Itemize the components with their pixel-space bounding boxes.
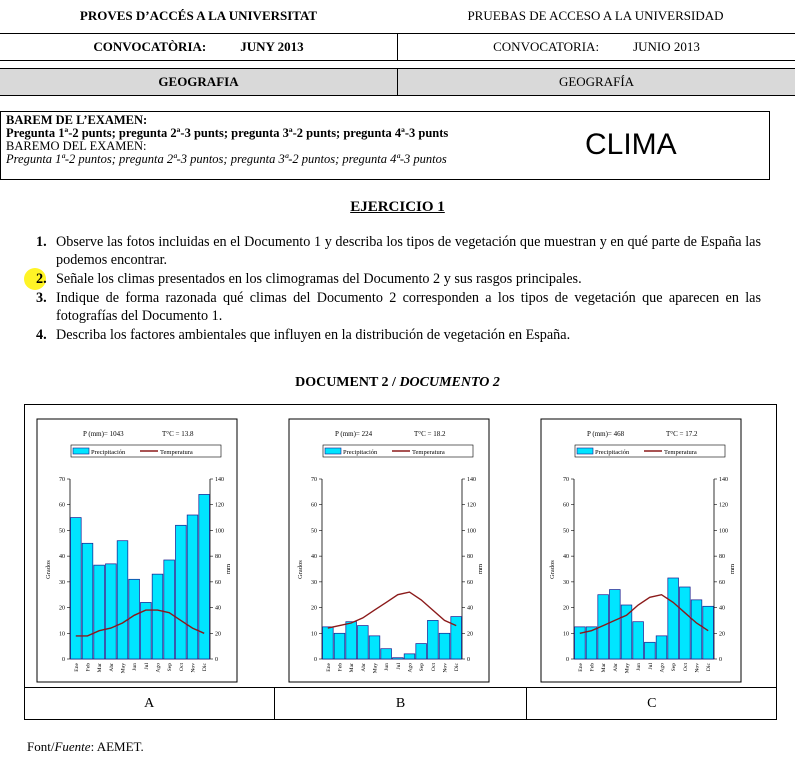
precip-bar [428, 620, 439, 659]
precip-bar [369, 636, 380, 659]
left-tick-label: 20 [59, 605, 65, 612]
precip-bar [610, 590, 621, 659]
left-tick-label: 60 [311, 502, 317, 509]
right-tick-label: 120 [467, 502, 476, 509]
left-tick-label: 60 [563, 502, 569, 509]
month-label: Oct [430, 663, 437, 672]
right-tick-label: 60 [215, 579, 221, 586]
left-tick-label: 20 [311, 605, 317, 612]
month-label: May [120, 663, 127, 674]
header-right-title: PRUEBAS DE ACCESO A LA UNIVERSIDAD [467, 8, 724, 23]
precip-bar [117, 541, 128, 659]
right-tick-label: 140 [719, 477, 728, 483]
precip-bar [187, 515, 198, 659]
right-tick-label: 140 [467, 477, 476, 483]
document-title-ca: DOCUMENT 2 / [295, 375, 400, 390]
precip-bar [668, 578, 679, 659]
precip-bar [176, 525, 187, 659]
month-label: Ago [407, 663, 414, 673]
right-tick-label: 0 [215, 657, 218, 663]
stat-temp: T°C = 17.2 [666, 430, 698, 438]
stat-temp: T°C = 18.2 [414, 430, 446, 438]
left-tick-label: 0 [566, 657, 569, 663]
left-tick-label: 30 [563, 579, 569, 586]
month-label: Jun [636, 663, 643, 671]
right-tick-label: 140 [215, 477, 224, 483]
legend-label-temp: Temperatura [664, 449, 697, 456]
climograph-c [541, 419, 741, 682]
document-title-es: DOCUMENTO 2 [399, 375, 500, 390]
right-tick-label: 80 [719, 554, 725, 561]
precip-bar [439, 633, 450, 659]
conv-left-value: JUNY 2013 [240, 39, 304, 54]
month-label: Oct [178, 663, 185, 672]
right-tick-label: 0 [719, 657, 722, 663]
precip-bar [82, 543, 93, 659]
precip-bar [346, 622, 357, 659]
month-label: Jul [395, 663, 402, 670]
legend-swatch-precip [73, 448, 89, 454]
right-tick-label: 40 [467, 605, 473, 612]
caption-c: C [526, 688, 777, 720]
precip-bar [633, 622, 644, 659]
month-label: Ago [155, 663, 162, 673]
stat-temp: T°C = 13.8 [162, 430, 194, 438]
source-label-es: Fuente [54, 739, 91, 754]
precip-bar [703, 606, 714, 659]
right-tick-label: 60 [719, 579, 725, 586]
month-label: Ene [325, 663, 332, 672]
month-label: Mar [349, 663, 356, 673]
month-label: Feb [589, 663, 596, 672]
month-label: Abr [108, 663, 115, 672]
legend-label-precip: Precipitación [91, 449, 126, 456]
right-tick-label: 80 [467, 554, 473, 561]
precip-bar [71, 518, 82, 659]
month-label: Jul [647, 663, 654, 670]
question-text: Describa los factores ambientales que influyen en la distribución de vegetación en España. [56, 327, 571, 343]
left-tick-label: 50 [59, 528, 65, 535]
left-tick-label: 0 [314, 657, 317, 663]
conv-right-value: JUNIO 2013 [633, 39, 700, 54]
precip-bar [358, 626, 369, 659]
exercise-title: EJERCICIO 1 [350, 199, 445, 215]
barem-line-ca: Pregunta 1ª-2 punts; pregunta 2ª-3 punts; pregunta 3ª-2 punts; pregunta 4ª-3 punts [6, 126, 449, 140]
precip-bar [656, 636, 667, 659]
month-label: Nov [694, 663, 701, 673]
month-label: Jul [143, 663, 150, 670]
month-label: Dic [202, 663, 209, 672]
legend-swatch-precip [577, 448, 593, 454]
barem-title-es: BAREMO DEL EXAMEN: [6, 139, 147, 153]
month-label: Mar [601, 663, 608, 673]
left-tick-label: 40 [59, 554, 65, 561]
stat-precip: P (mm)= 224 [335, 430, 373, 438]
stat-precip: P (mm)= 1043 [83, 430, 124, 438]
month-label: Jun [132, 663, 139, 671]
source-label: Font/ [27, 739, 55, 754]
precip-bar [393, 658, 404, 659]
precip-bar [334, 633, 345, 659]
precip-bar [621, 605, 632, 659]
legend-label-temp: Temperatura [412, 449, 445, 456]
climograph-b [289, 419, 489, 682]
month-label: Mar [97, 663, 104, 673]
barem-line-es: Pregunta 1ª-2 puntos; pregunta 2ª-3 puntos; pregunta 3ª-2 puntos; pregunta 4ª-3 puntos [6, 152, 447, 166]
precip-bar [451, 617, 462, 659]
header-left-title: PROVES D’ACCÉS A LA UNIVERSITAT [79, 8, 318, 23]
right-tick-label: 20 [215, 631, 221, 638]
precip-bar [575, 627, 586, 659]
y-axis-label-left: Grados [45, 560, 52, 579]
y-axis-label-left: Grados [297, 560, 304, 579]
left-tick-label: 70 [563, 477, 569, 483]
barem-title-ca: BAREM DE L’EXAMEN: [6, 113, 148, 127]
right-tick-label: 120 [719, 502, 728, 509]
left-tick-label: 60 [59, 502, 65, 509]
month-label: Oct [682, 663, 689, 672]
left-tick-label: 30 [59, 579, 65, 586]
question-number: 2. [36, 271, 47, 287]
question-text: Señale los climas presentados en los climogramas del Documento 2 y sus rasgos principales. [56, 271, 582, 287]
precip-bar [141, 602, 152, 659]
right-tick-label: 120 [215, 502, 224, 509]
caption-b: B [274, 688, 525, 720]
legend-label-temp: Temperatura [160, 449, 193, 456]
precip-bar [323, 627, 334, 659]
y-axis-label-right: mm [225, 563, 232, 574]
question-text: Indique de forma razonada qué climas del Documento 2 corresponden a los tipos de vegetación que aparecen en las fotografías del Documento 1. [56, 290, 761, 324]
right-tick-label: 40 [719, 605, 725, 612]
month-label: Abr [360, 663, 367, 672]
left-tick-label: 40 [563, 554, 569, 561]
month-label: May [624, 663, 631, 674]
left-tick-label: 10 [563, 631, 569, 638]
left-tick-label: 50 [563, 528, 569, 535]
y-axis-label-right: mm [477, 563, 484, 574]
month-label: Feb [85, 663, 92, 672]
month-label: Ene [73, 663, 80, 672]
left-tick-label: 50 [311, 528, 317, 535]
y-axis-label-left: Grados [549, 560, 556, 579]
right-tick-label: 100 [467, 528, 476, 535]
right-tick-label: 40 [215, 605, 221, 612]
left-tick-label: 20 [563, 605, 569, 612]
climograph-a [37, 419, 237, 682]
legend-swatch-precip [325, 448, 341, 454]
left-tick-label: 10 [59, 631, 65, 638]
precip-bar [152, 574, 163, 659]
subject-right-label: GEOGRAFÍA [558, 74, 635, 89]
month-label: Dic [706, 663, 713, 672]
question-number: 1. [36, 234, 47, 250]
left-tick-label: 10 [311, 631, 317, 638]
right-tick-label: 80 [215, 554, 221, 561]
month-label: Abr [612, 663, 619, 672]
stat-precip: P (mm)= 468 [587, 430, 625, 438]
legend-label-precip: Precipitación [595, 449, 630, 456]
month-label: Sep [671, 663, 678, 672]
caption-row [24, 687, 777, 720]
month-label: Sep [419, 663, 426, 672]
month-label: Sep [167, 663, 174, 672]
right-tick-label: 100 [215, 528, 224, 535]
question-text: Observe las fotos incluidas en el Documento 1 y describa los tipos de vegetación que muestran y en qué parte de España las podemos encontrar. [56, 234, 761, 268]
month-label: Ene [577, 663, 584, 672]
precip-bar [680, 587, 691, 659]
legend-label-precip: Precipitación [343, 449, 378, 456]
source-line [27, 739, 144, 755]
source-value: : AEMET. [90, 739, 144, 754]
y-axis-label-right: mm [729, 563, 736, 574]
left-tick-label: 0 [62, 657, 65, 663]
precip-bar [164, 560, 175, 659]
precip-bar [199, 494, 210, 659]
precip-bar [404, 654, 415, 659]
month-label: May [372, 663, 379, 674]
month-label: Feb [337, 663, 344, 672]
left-tick-label: 70 [59, 477, 65, 483]
month-label: Nov [190, 663, 197, 673]
right-tick-label: 0 [467, 657, 470, 663]
month-label: Nov [442, 663, 449, 673]
subject-left-label: GEOGRAFIA [158, 74, 239, 89]
left-tick-label: 30 [311, 579, 317, 586]
conv-left-label: CONVOCATÒRIA: [93, 39, 207, 54]
month-label: Dic [454, 663, 461, 672]
question-number: 3. [36, 290, 47, 306]
precip-bar [645, 642, 656, 659]
month-label: Ago [659, 663, 666, 673]
precip-bar [106, 564, 117, 659]
right-tick-label: 20 [719, 631, 725, 638]
right-tick-label: 60 [467, 579, 473, 586]
right-tick-label: 20 [467, 631, 473, 638]
precip-bar [691, 600, 702, 659]
topic-label: CLIMA [585, 128, 677, 161]
left-tick-label: 70 [311, 477, 317, 483]
right-tick-label: 100 [719, 528, 728, 535]
month-label: Jun [384, 663, 391, 671]
left-tick-label: 40 [311, 554, 317, 561]
caption-a: A [144, 696, 155, 711]
precip-bar [94, 565, 105, 659]
precip-bar [416, 644, 427, 659]
precip-bar [129, 579, 140, 659]
precip-bar [381, 649, 392, 659]
question-number: 4. [36, 327, 47, 343]
conv-right-label: CONVOCATORIA: [493, 39, 600, 54]
